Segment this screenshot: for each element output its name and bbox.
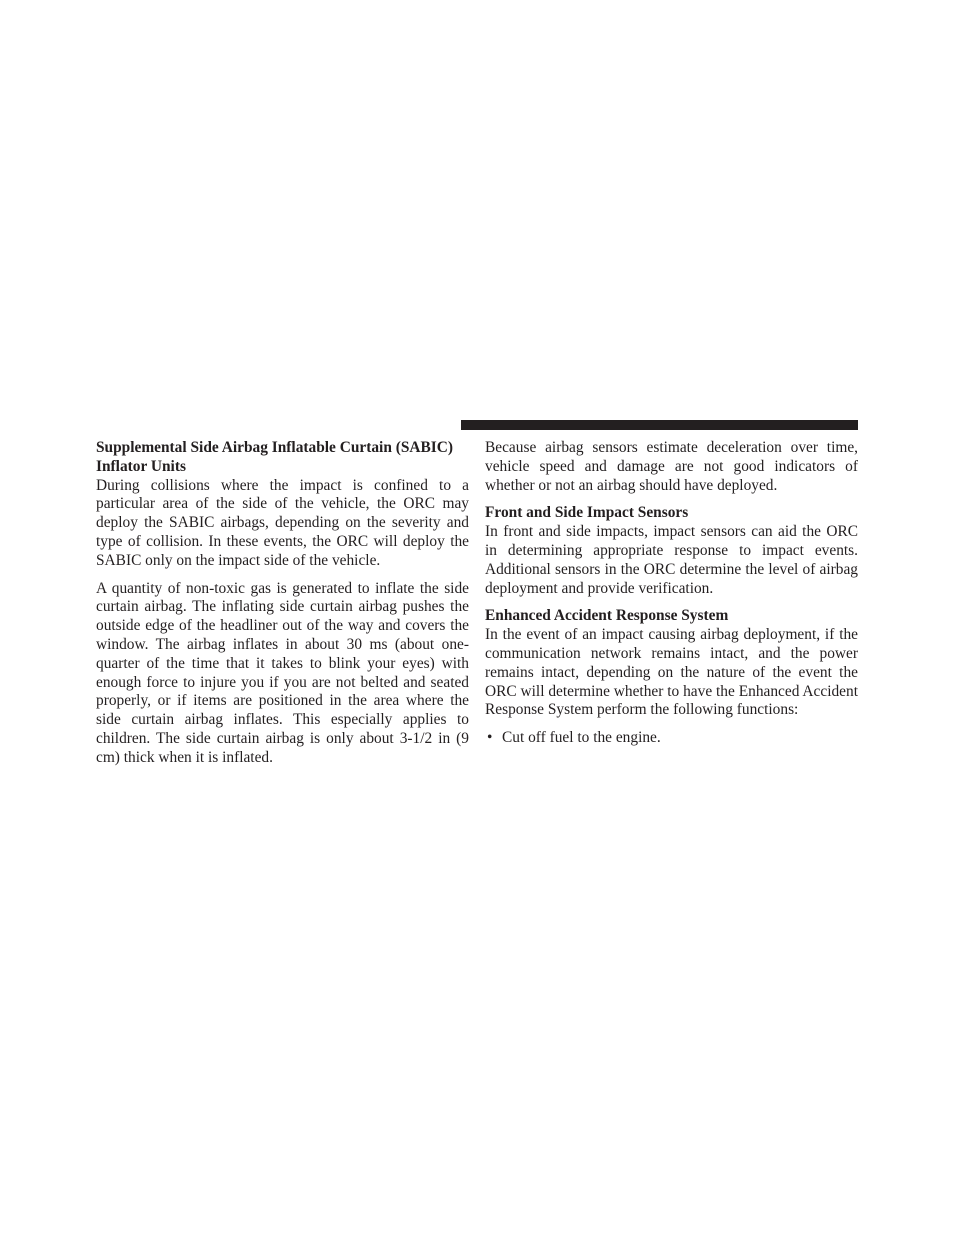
accident-response-paragraph: In the event of an impact causing airbag deployment, if the communication network remains intact, and the power remains intact, depending on the nature of the event the ORC will determine whether to have the Enhanced Accident Response System perform the following functions: (485, 626, 858, 719)
list-item (485, 729, 858, 748)
impact-sensors-heading: Front and Side Impact Sensors (485, 504, 689, 522)
left-column (96, 439, 469, 777)
sabic-paragraph-1: During collisions where the impact is confined to a particular area of the side of the vehicle, the ORC may deploy the SABIC airbags, depending on the severity and type of collision. In these events, the ORC will deploy the SABIC only on the impact side of the vehicle. (96, 476, 469, 569)
functions-list (485, 729, 858, 748)
accident-response-heading: Enhanced Accident Response System (485, 607, 729, 625)
section-divider-bar (461, 420, 858, 430)
sabic-paragraph-2: A quantity of non-toxic gas is generated to inflate the side curtain airbag. The inflating side curtain airbag pushes the outside edge of the headliner out of the way and covers the window. The airbag inflates in about 30 ms (about one-quarter of the time that it takes to blink your eyes) with enough force to injure you if you are not belted and seated properly, or if items are positioned in the area where the side curtain airbag inflates. This especially applies to children. The side curtain airbag is only about 3-1/2 in (9 cm) thick when it is inflated. (96, 579, 469, 766)
sabic-heading: Supplemental Side Airbag Inflatable Curtain (SABIC) Inflator Units (96, 439, 454, 475)
impact-sensors-paragraph: In front and side impacts, impact sensors can aid the ORC in determining appropriate response to impact events. Additional sensors in the ORC determine the level of airbag deployment and provide verification. (485, 523, 858, 597)
list-item-text: Cut off fuel to the engine. (502, 729, 661, 747)
right-column (485, 439, 858, 748)
bullet-marker: • (487, 729, 493, 747)
sensor-intro-paragraph: Because airbag sensors estimate deceleration over time, vehicle speed and damage are not good indicators of whether or not an airbag should have deployed. (485, 439, 858, 494)
